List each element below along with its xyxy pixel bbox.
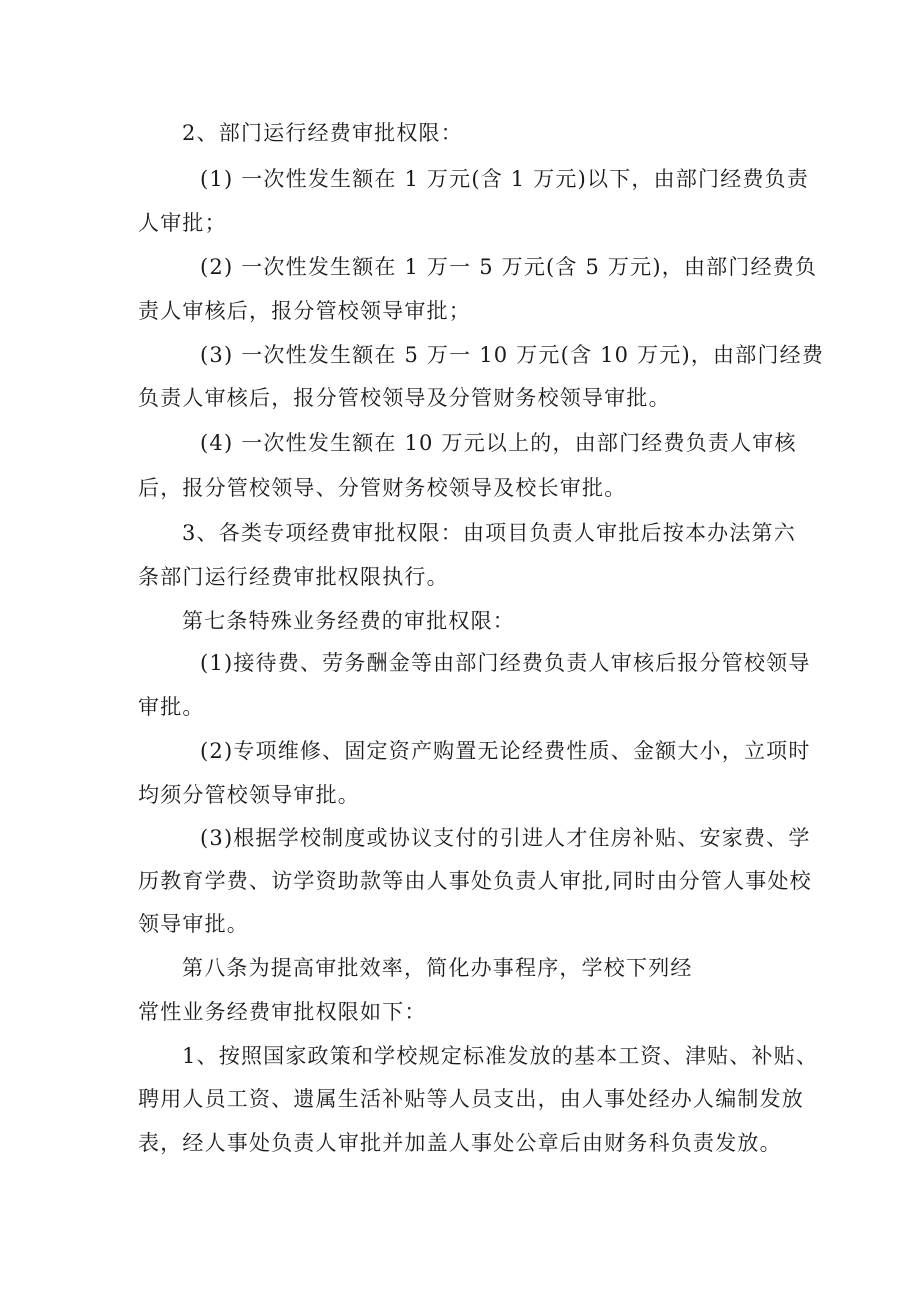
- text-line: 常性业务经费审批权限如下：: [138, 1000, 427, 1024]
- text-line: 人审批；: [138, 211, 227, 235]
- text-line: 第八条为提高审批效率，简化办事程序，学校下列经: [182, 956, 693, 980]
- text-line: (2)专项维修、固定资产购置无论经费性质、金额大小，立项时: [200, 739, 811, 763]
- text-line: 第七条特殊业务经费的审批权限：: [182, 609, 515, 633]
- text-line: 历教育学费、访学资助款等由人事处负责人审批,同时由分管人事处校: [138, 869, 812, 893]
- text-line: (2) 一次性发生额在 1 万一 5 万元(含 5 万元)，由部门经费负: [200, 255, 818, 279]
- text-line: 1、按照国家政策和学校规定标准发放的基本工资、津贴、补贴、: [182, 1044, 819, 1068]
- text-line: 条部门运行经费审批权限执行。: [138, 565, 449, 589]
- text-line: 后，报分管校领导、分管财务校领导及校长审批。: [138, 476, 627, 500]
- text-line: 2、部门运行经费审批权限：: [182, 121, 463, 145]
- text-line: 负责人审核后，报分管校领导及分管财务校领导审批。: [138, 386, 671, 410]
- text-line: (1)接待费、劳务酬金等由部门经费负责人审核后报分管校领导: [200, 651, 811, 675]
- text-line: 均须分管校领导审批。: [138, 783, 360, 807]
- text-line: 审批。: [138, 695, 205, 719]
- text-line: (1) 一次性发生额在 1 万元(含 1 万元)以下，由部门经费负责: [200, 167, 810, 191]
- text-line: (3)根据学校制度或协议支付的引进人才住房补贴、安家费、学: [200, 826, 811, 850]
- text-line: 3、各类专项经费审批权限：由项目负责人审批后按本办法第六: [182, 521, 796, 545]
- text-line: 责人审核后，报分管校领导审批；: [138, 299, 471, 323]
- text-line: 聘用人员工资、遗属生活补贴等人员支出，由人事处经办人编制发放: [138, 1087, 804, 1111]
- text-line: 表，经人事处负责人审批并加盖人事处公章后由财务科负责发放。: [138, 1131, 782, 1155]
- text-line: (3) 一次性发生额在 5 万一 10 万元(含 10 万元)，由部门经费: [200, 343, 825, 367]
- text-line: (4) 一次性发生额在 10 万元以上的，由部门经费负责人审核: [200, 431, 797, 455]
- text-line: 领导审批。: [138, 912, 249, 936]
